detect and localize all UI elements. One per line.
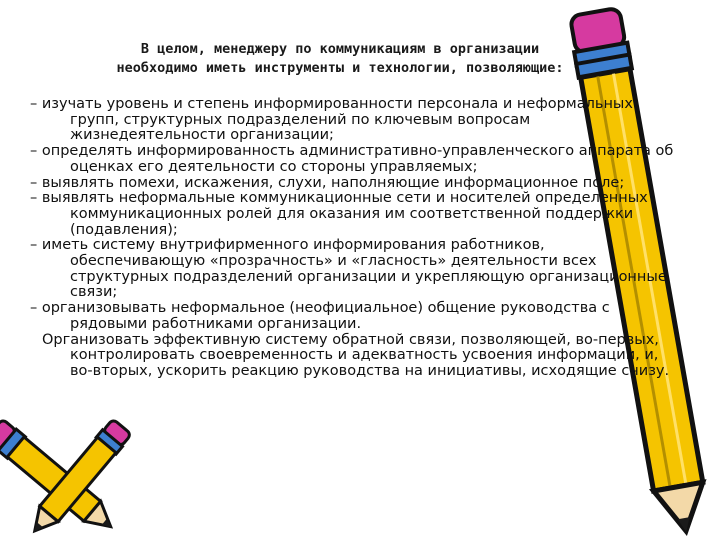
list-item: – выявлять помехи, искажения, слухи, наполняющие информационное поле; <box>30 174 625 191</box>
list-item: – организовывать неформальное (неофициальное) общение руководства с рядовыми работниками организации. <box>30 300 610 332</box>
list-item: – иметь систему внутрифирменного информирования работников, обеспечивающую «прозрачность» и «гласность» деятельности всех структурных подразделений организации и укрепляющую организационные связи; <box>30 237 667 301</box>
heading-line: необходимо иметь инструменты и технологии, позволяющие: <box>116 60 564 76</box>
list-item: – определять информированность административно-управленческого аппарата об оценках его деятельности со стороны управляемых; <box>30 143 674 175</box>
heading-line: В целом, менеджеру по коммуникациям в организации <box>140 41 540 57</box>
slide-body <box>30 97 680 380</box>
slide-heading <box>60 40 620 78</box>
pencil-icon <box>20 420 140 540</box>
list-item: – выявлять неформальные коммуникационные сети и носителей определенных коммуникационных ролей для оказания им соответственной поддержки (подавления); <box>30 190 648 238</box>
list-item: – изучать уровень и степень информированности персонала и неформальных групп, структурных подразделений по ключевым вопросам жизнедеятельности организации; <box>30 96 633 144</box>
closing-paragraph: Организовать эффективную систему обратной связи, позволяющей, во-первых, контролировать своевременность и адекватность усвоения информации, и, во-вторых, ускорить реакцию руководства на инициативы, исходящие снизу. <box>42 331 670 379</box>
